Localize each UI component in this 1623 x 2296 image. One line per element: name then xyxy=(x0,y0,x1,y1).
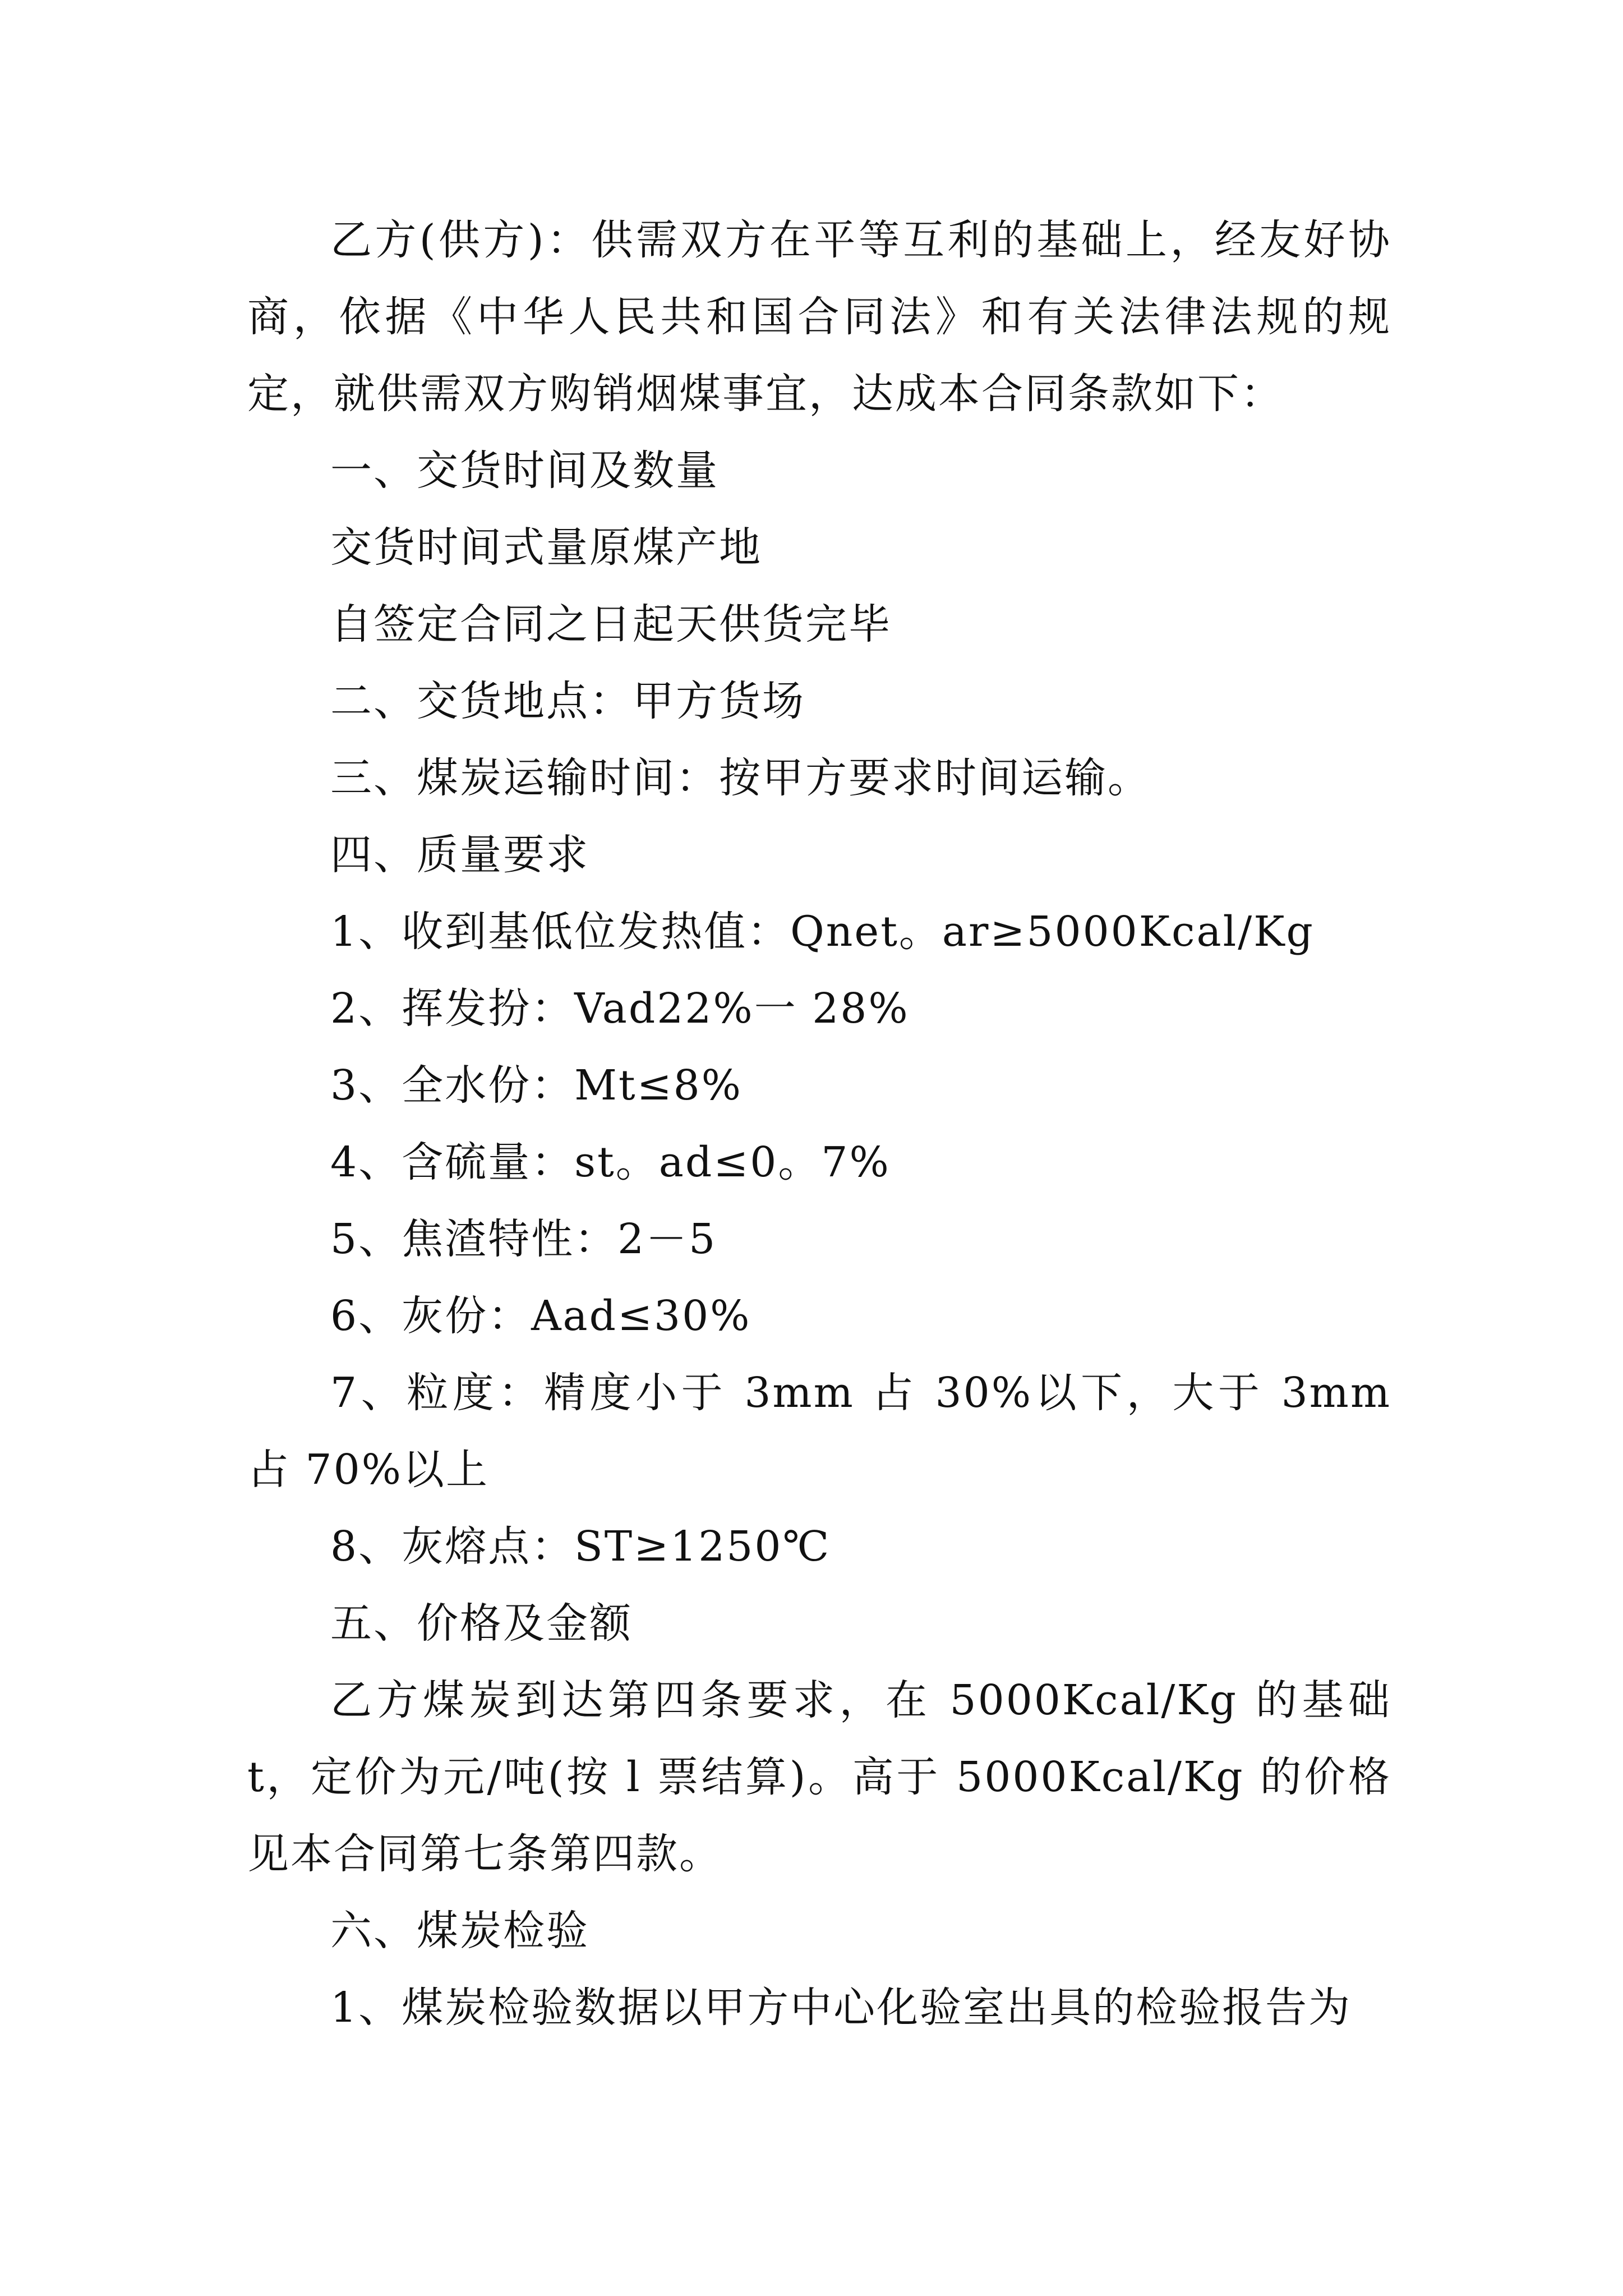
quality-item: 2、挥发扮：Vad22%一 28% xyxy=(330,984,910,1033)
paragraph-intro: 乙方(供方)：供需双方在平等互利的基础上，经友好协商，依据《中华人民共和国合同法》和有关法律法规的规定，就供需双方购销烟煤事宜，达成本合同条款如下： xyxy=(247,216,1391,418)
paragraph-price: 乙方煤炭到达第四条要求，在 5000Kcal/Kg 的基础 t，定价为元/吨(按 l 票结算)。高于 5000Kcal/Kg 的价格见本合同第七条第四款。 xyxy=(247,1676,1391,1878)
document-body xyxy=(247,202,1391,2046)
quality-item: 5、焦渣特性：2－5 xyxy=(330,1215,717,1263)
section-heading-delivery-time: 一、交货时间及数量 xyxy=(330,447,719,495)
quality-item: 4、含硫量：st。ad≤0。7% xyxy=(330,1138,891,1186)
quality-item: 6、灰份：Aad≤30% xyxy=(330,1292,751,1340)
section-heading-quality: 四、质量要求 xyxy=(330,831,589,879)
section-heading-price: 五、价格及金额 xyxy=(330,1599,633,1648)
section-heading-transport-time: 三、煤炭运输时间：按甲方要求时间运输。 xyxy=(330,754,1151,802)
paragraph: 自签定合同之日起天供货完毕 xyxy=(330,600,892,648)
quality-item: 7、粒度：精度小于 3mm 占 30%以下，大于 3mm 占 70%以上 xyxy=(247,1369,1391,1494)
quality-item: 3、全水份：Mt≤8% xyxy=(330,1061,743,1110)
section-heading-inspection: 六、煤炭检验 xyxy=(330,1907,589,1955)
inspection-item: 1、煤炭检验数据以甲方中心化验室出具的检验报告为 xyxy=(330,1984,1352,2032)
paragraph: 交货时间式量原煤产地 xyxy=(330,523,762,572)
section-heading-delivery-location: 二、交货地点：甲方货场 xyxy=(330,677,805,725)
quality-item: 1、收到基低位发热值：Qnet。ar≥5000Kcal/Kg xyxy=(330,908,1315,956)
quality-item: 8、灰熔点：ST≥1250℃ xyxy=(330,1522,831,1571)
